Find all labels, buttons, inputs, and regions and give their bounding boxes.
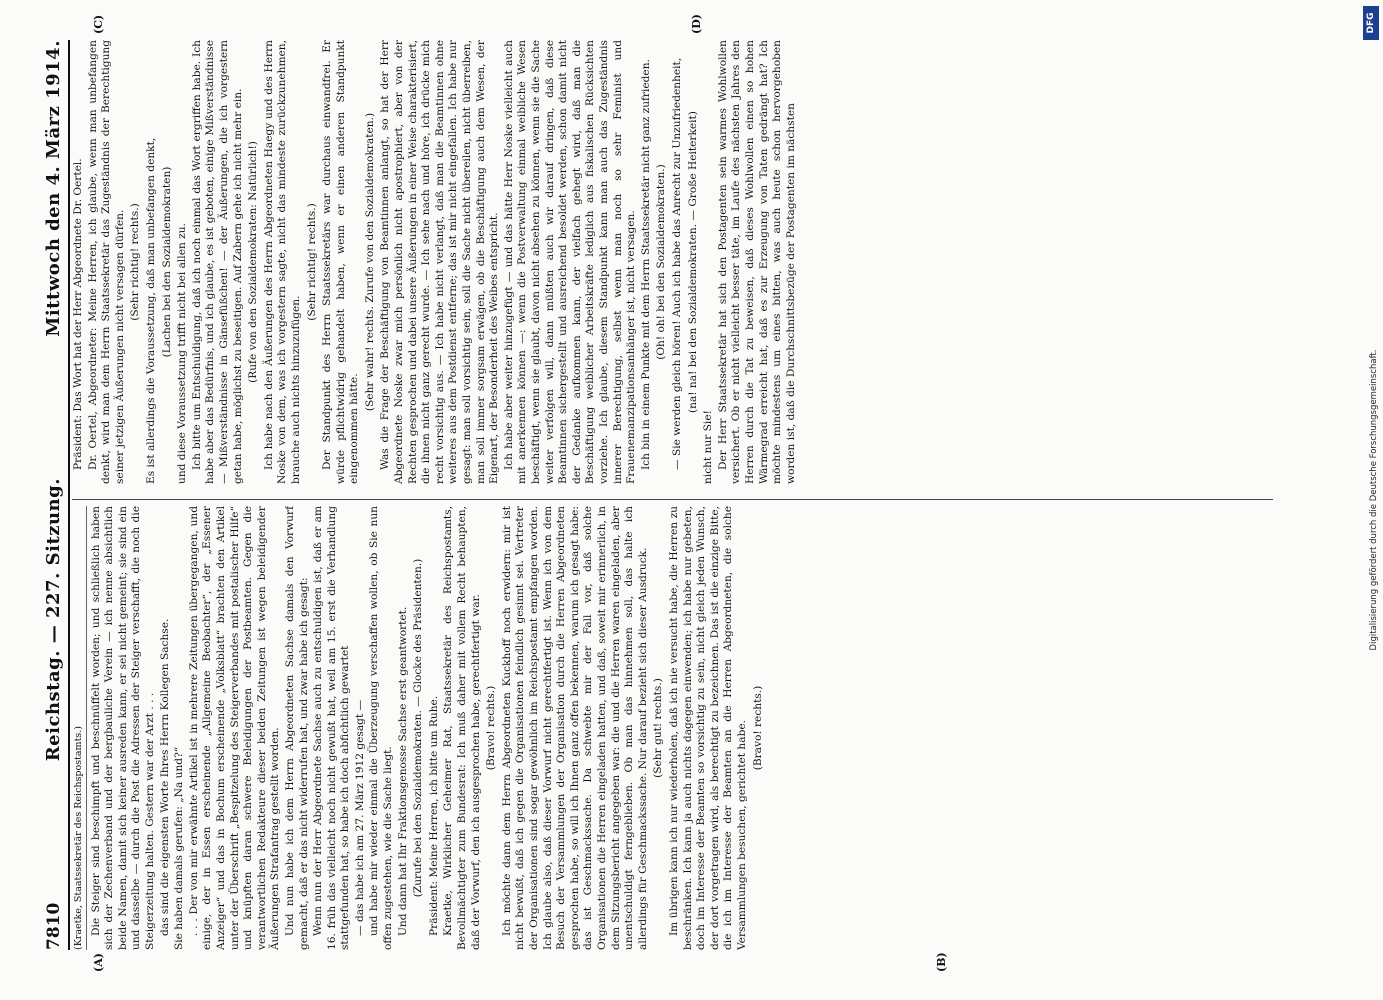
paragraph: das sind die eigensten Worte Ihres Herrn Kollegen Sachse. — [158, 618, 171, 936]
session-date: Mittwoch den 4. März 1914. — [43, 40, 64, 337]
paragraph: Präsident: Das Wort hat der Herr Abgeordnete Dr. Oertel. — [72, 158, 84, 470]
margin-mark-c: (C) — [92, 14, 105, 34]
paragraph: Sie haben damals gerufen: „Na und?“ — [173, 746, 186, 950]
paragraph: Ich möchte dann dem Herrn Abgeordneten Kuckhoff noch erwidern: mir ist nicht bewußt, daß ich gegen die Organisationen feindlich gesinnt sei. Vertreter der Organisationen sind sogar gewöhnlich im Reichspostamt empfangen worden. Ich glaube also, daß dieser Vorwurf nicht gerechtfertigt ist. Wenn ich von dem Besuch der Versammlungen der Organisation durch die Herren Abgeordneten gesprochen habe, so will ich Ihnen ganz offen bekennen, warum ich gesagt habe: das ist Geschmackssache. Da schwebte mir der Fall vor, daß solche Organisationen die Herren eingeladen hatten, und daß, soweit mir erinnerlich, in dem Sitzungsbericht angegeben war: die und die Herren waren eingeladen, aber unentschuldigt ferngeblieben. Ob man das hinnehmen soll, das halte ich allerdings für Geschmackssache. Nur darauf bezieht sich dieser Ausdruck. — [500, 506, 649, 950]
interjection: (Lachen bei den Sozialdemokraten) — [160, 166, 173, 358]
interjection: (Sehr wahr! rechts. Zurufe von den Sozialdemokraten.) — [363, 112, 376, 412]
paragraph: Ich habe nach den Äußerungen des Herrn Abgeordneten Haegy und des Herrn Noske von dem, was ich vorgestern sagte, nicht das mindeste zurückzunehmen, brauche auch nichts hinzuzufügen. — [262, 40, 302, 484]
margin-mark-d: (D) — [690, 14, 703, 34]
paragraph: Der Herr Staatssekretär hat sich den Postagenten sein warmes Wohlwollen versichert. Ob er nicht vielleicht besser täte, im Laufe des nächsten Jahres den Herren durch die Tat zu beweisen, daß dieses Wohlwollen einen so hohen Wärmegrad erreicht hat, daß es zur Erzeugung von Taten gedrängt hat? Ich möchte mindestens um eines bitten, was auch heute schon hervorgehoben worden ist, daß die Durchschnittsbezüge der Postagenten im nächsten — [716, 40, 797, 484]
paragraph: — das habe ich am 27. März 1912 gesagt — — [353, 699, 366, 936]
paragraph: Und nun habe ich dem Herrn Abgeordneten Sachse damals den Vorwurf gemacht, daß er das nicht widerrufen hat, und zwar habe ich gesagt: — [283, 506, 310, 950]
interjection: (Sehr richtig! rechts.) — [129, 203, 142, 321]
page-number: 7810 — [44, 902, 64, 950]
interjection: (Oh! oh! bei den Sozialdemokraten.) — [655, 164, 668, 360]
interjection: (Bravo! rechts.) — [751, 685, 764, 771]
paragraph: Ich bin in einem Punkte mit dem Herrn Staatssekretär nicht ganz zufrieden. — [639, 59, 652, 470]
interjection: (na! na! bei den Sozialdemokraten. — Große Heiterkeit) — [686, 111, 699, 413]
paragraph: Es ist allerdings die Voraussetzung, daß man unbefangen denkt, — [144, 137, 157, 484]
left-column — [72, 506, 1273, 950]
interjection: (Sehr richtig! rechts.) — [305, 203, 318, 321]
digitization-note: Digitalisierung gefördert durch die Deutsche Forschungsgemeinschaft. — [1369, 349, 1379, 651]
interjection: (Rufe von den Sozialdemokraten: Natürlich!) — [247, 141, 260, 383]
interjection: (Zurufe bei den Sozialdemokraten. — Glocke des Präsidenten.) — [412, 558, 425, 898]
paragraph: Wenn nun der Herr Abgeordnete Sachse auch zu entschuldigen ist, daß er am 16. früh das vielleicht noch nicht gewußt hat, weil am 15. erst die Verhandlung stattgefunden hat, so habe ich doch abfichtlich gewartet — [312, 506, 352, 950]
right-column — [72, 40, 1273, 484]
paragraph: Ich bitte um Entschuldigung, daß ich noch einmal das Wort ergriffen habe. Ich habe aber das Bedürfnis, und ich glaube, es ist geboten, einige Mißverständnisse — Mißverständnisse in Gänsefüßchen! — der Äußerungen, die ich vorgestern getan habe, möglichst zu beseitigen. Auf Zabern gehe ich nicht mehr ein. — [190, 40, 244, 484]
interjection: (Bravo! rechts.) — [485, 685, 498, 771]
paragraph: Ich habe aber weiter hinzugefügt — und das hätte Herr Noske vielleicht auch mit anerkennen können —: wenn die Postverwaltung einmal weibliche Wesen beschäftigt, wenn sie glaubt, davon nicht absehen zu können, wenn sie die Sache weiter verfolgen will, dann müßten auch wir darauf dringen, daß diese Beamtinnen sichergestellt und ausreichend besoldet werden, schon damit nicht der Gedanke aufkommen kann, der vielfach gehegt wird, daß man die Beschäftigung weiblicher Arbeitskräfte lediglich aus fiskalischen Rücksichten vorziehe. Ich glaube, diesem Standpunkt kann man auch das Zugeständnis innerer Berechtigung, selbst wenn man noch so sehr Feminist und Frauenemanzipationsanhänger ist, nicht versagen. — [502, 40, 638, 484]
paragraph: Kraetke, Wirklicher Geheimer Rat, Staatssekretär des Reichspostamts, Bevollmächtigter zum Bundesrat: Ich muß daher mit vollem Recht behaupten, daß der Vorwurf, den ich ausgesprochen habe, gerechtfertigt war. — [442, 506, 482, 950]
interjection: (Sehr gut! rechts.) — [652, 678, 665, 778]
margin-mark-a: (A) — [92, 953, 105, 972]
paragraph: Der Standpunkt des Herrn Staatssekretärs war durchaus einwandfrei. Er würde pflichtwidrig gehandelt haben, wenn er einen anderen Standpunkt eingenommen hätte. — [321, 40, 361, 484]
page-header — [20, 40, 70, 950]
paragraph: — Sie werden gleich hören! Auch ich habe das Anrecht zur Unzufriedenheit, — [670, 57, 683, 470]
paragraph: Die Steiger sind beschimpft und beschnüffelt worden; und schließlich haben sich der Zechenverband und der bergbauliche Verein — ich nenne absichtlich beide Namen, damit sich keiner ausreden kann, er sei nicht gemeint; sie sind ein und dasselbe — durch die Post die Adressen der Steiger verschafft, die noch die Steigerzeitung halten. Gestern war der Arzt . . . — [89, 506, 156, 950]
paragraph: Präsident: Meine Herren, ich bitte um Ruhe. — [427, 695, 440, 936]
margin-mark-b: (B) — [935, 952, 948, 972]
paragraph: Im übrigen kann ich nur wiederholen, daß ich nie versucht habe, die Herren zu beschränken. Ich kann ja auch nichts dagegen einwenden; ich habe nur gebeten, doch im Interesse der Beamten so vorsichtig zu sein, nicht gleich jeden Wunsch, der dort vorgetragen wird, als berechtigt zu bezeichnen. Das ist die einzige Bitte, die ich im Interesse der Beamten an die Herren Abgeordneten, die solche Versammlungen besuchen, gerichtet habe. — [667, 506, 748, 950]
paragraph: . . . Der von mir erwähnte Artikel ist in mehrere Zeitungen übergegangen, und einige, der in Essen erscheinende „Allgemeine Beobachter“, der „Essener Anzeiger“ und das in Bochum erscheinende „Volksblatt“ brachten den Artikel unter der Überschrift „Bespitzelung des Steigerverbandes mit postalischer Hilfe“ und knüpften daran schwere Beleidigungen der Postbeamten. Gegen die verantwortlichen Redakteure dieser beiden Zeitungen ist wegen beleidigender Äußerungen Strafantrag gestellt worden. — [187, 506, 282, 950]
text-columns — [72, 40, 1273, 950]
session-title: Reichstag. — 227. Sitzung. — [43, 477, 64, 762]
paragraph: Dr. Oertel, Abgeordneter: Meine Herren, ich glaube, wenn man unbefangen denkt, wird man dem Herrn Staatssekretär das Zugeständnis der Berechtigung seiner jetzigen Äußerungen nicht versagen dürfen. — [86, 40, 126, 484]
paragraph: nicht nur Sie! — [702, 410, 715, 484]
paragraph: Und dann hat Ihr Fraktionsgenosse Sachse erst geantwortet. — [396, 606, 409, 936]
running-head: (Kraetke, Staatssekretär des Reichspostamts.) — [72, 506, 87, 950]
paragraph: und habe mir wieder einmal die Überzeugung verschaffen wollen, ob Sie nun offen zugestehen, wie die Sache liegt. — [368, 506, 395, 950]
paragraph: und diese Voraussetzung trifft nicht bei allen zu. — [176, 223, 189, 484]
paragraph: Was die Frage der Beschäftigung von Beamtinnen anlangt, so hat der Herr Abgeordnete Noske zwar mich persönlich nicht apostrophiert, aber von der Rechten gesprochen und dabei unsere Äußerungen in einer Weise charakterisiert, die ihnen nicht ganz gerecht wurde. — Ich sehe nach und höre, ich drücke mich recht vorsichtig aus. — Ich habe nicht verlangt, daß man die Beamtinnen ohne weiteres aus dem Postdienst entferne; das ist mir nicht eingefallen. Ich habe nur gesagt: man soll vorsichtig sein, soll die Sache nicht übereilen, nicht überreiben, man soll immer sorgsam erwägen, ob die Beschäftigung auch dem Wesen, der Eigenart, der Besonderheit des Weibes entspricht. — [379, 40, 501, 484]
dfg-logo: DFG — [1363, 6, 1379, 40]
